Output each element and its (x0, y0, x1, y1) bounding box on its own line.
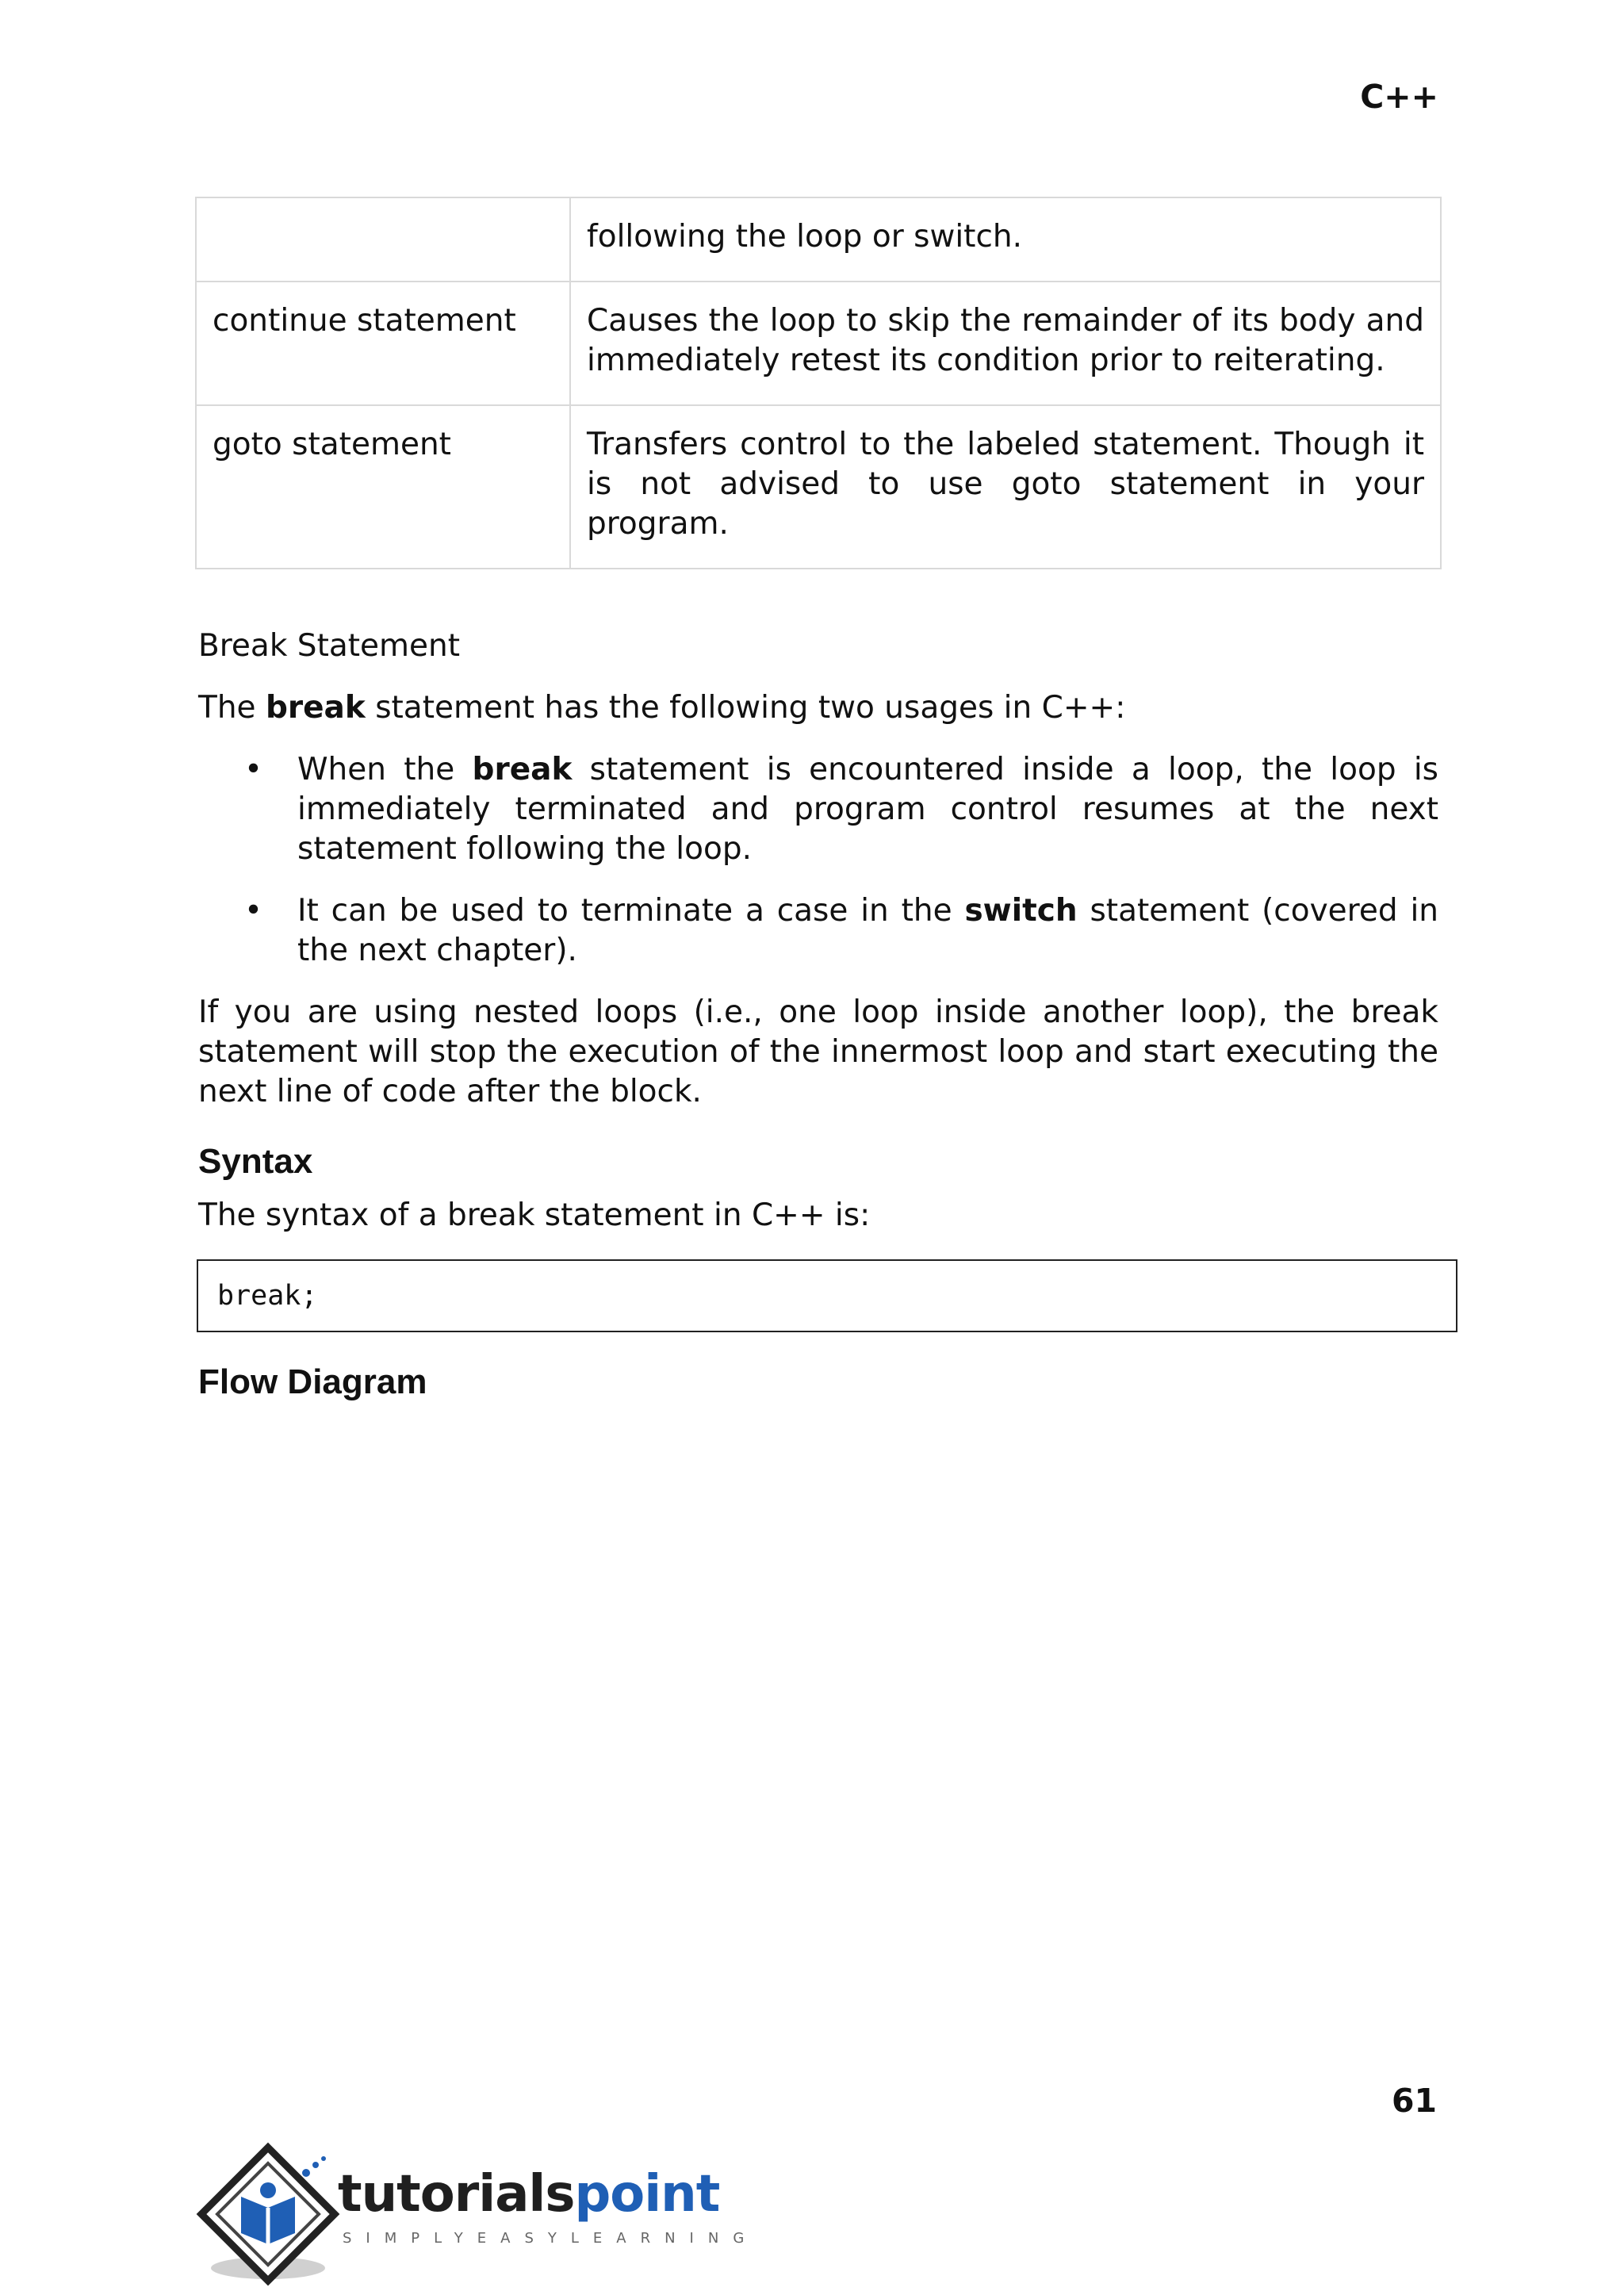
table-row (196, 197, 1441, 282)
table-cell-description: following the loop or switch. (570, 197, 1441, 282)
intro-keyword: break (265, 690, 366, 726)
logo-tagline: SIMPLYEASYLEARNING (343, 2230, 759, 2247)
bullet-icon: • (244, 752, 263, 787)
list-item-text-after: statement (covered in the next chapter). (297, 893, 1439, 968)
logo-word-tutorials: tutorials (338, 2165, 575, 2224)
tutorialspoint-diamond-logo-icon (195, 2141, 346, 2288)
main-content (198, 626, 1438, 1416)
intro-paragraph (198, 688, 1438, 728)
page-header-title: C++ (1360, 78, 1438, 116)
section-title: Break Statement (198, 628, 461, 664)
list-item-keyword: break (472, 752, 573, 787)
list-item-text-before: It can be used to terminate a case in the (297, 893, 965, 929)
list-item (198, 750, 1438, 869)
list-item-keyword: switch (964, 893, 1078, 929)
syntax-heading: Syntax (198, 1142, 313, 1181)
table-cell-description: Transfers control to the labeled statement. Though it is not advised to use goto statement in your program. (570, 405, 1441, 569)
table-cell-name (196, 197, 570, 282)
table-cell-name: goto statement (196, 405, 570, 569)
table-row (196, 282, 1441, 405)
logo-wordmark (338, 2165, 719, 2224)
intro-text-after: statement has the following two usages in C++: (365, 690, 1126, 726)
usage-list (198, 750, 1438, 971)
flow-diagram-heading: Flow Diagram (198, 1362, 427, 1401)
table-cell-description: Causes the loop to skip the remainder of its body and immediately retest its condition prior to reiterating. (570, 282, 1441, 405)
list-item-text-after: statement is encountered inside a loop, the loop is immediately terminated and program control resumes at the next statement following the loop. (297, 752, 1438, 867)
intro-text-before: The (198, 690, 266, 726)
tutorialspoint-logo (195, 2141, 759, 2288)
list-item-text-before: When the (297, 752, 473, 787)
list-item (198, 891, 1438, 971)
table-cell-name: continue statement (196, 282, 570, 405)
logo-word-point: point (574, 2165, 720, 2224)
code-block: break; (197, 1259, 1457, 1332)
bullet-icon: • (244, 893, 263, 929)
nested-loops-paragraph: If you are using nested loops (i.e., one loop inside another loop), the break statement will stop the execution of the innermost loop and start executing the next line of code after the block. (198, 994, 1438, 1109)
syntax-text: The syntax of a break statement in C++ is: (198, 1197, 871, 1233)
page-number: 61 (1391, 2082, 1437, 2120)
loop-control-table (195, 197, 1442, 569)
table-row (196, 405, 1441, 569)
